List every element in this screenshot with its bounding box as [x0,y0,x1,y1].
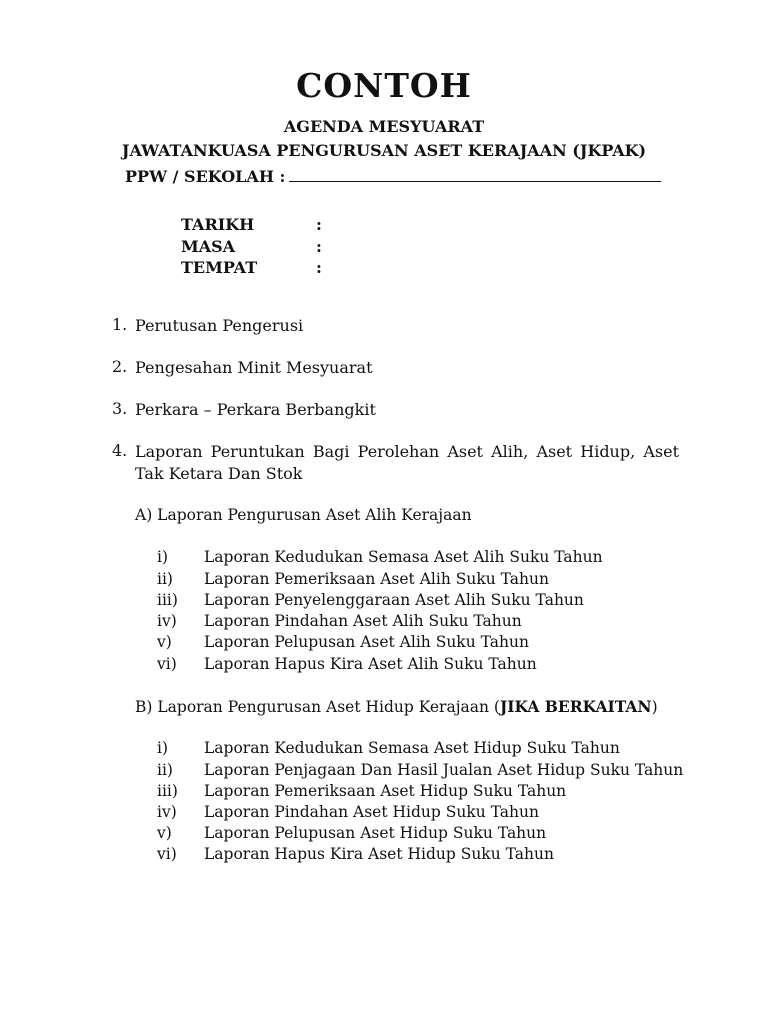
item-text: Laporan Hapus Kira Aset Alih Suku Tahun [204,655,537,673]
agenda-item-number: 4. [112,441,128,460]
meta-colon: : [316,215,322,234]
meta-row-date [181,215,322,234]
document-title: CONTOH [296,66,472,105]
meta-row-place [181,258,322,277]
item-number: i) [157,739,169,757]
agenda-item-text: Laporan Peruntukan Bagi Perolehan Aset Alih, Aset Hidup, Aset Tak Ketara Dan Stok [135,442,679,483]
item-text: Laporan Pindahan Aset Alih Suku Tahun [204,612,522,630]
agenda-item-number: 2. [112,357,128,376]
item-number: v) [157,824,172,842]
agenda-heading: AGENDA MESYUARAT [283,117,485,136]
item-number: iii) [157,782,178,800]
item-text: Laporan Hapus Kira Aset Hidup Suku Tahun [204,845,554,863]
agenda-item-text: Perkara – Perkara Berbangkit [135,400,376,419]
item-text: Laporan Penyelenggaraan Aset Alih Suku Tahun [204,591,584,609]
agenda-item-text: Pengesahan Minit Mesyuarat [135,358,373,377]
meta-colon: : [316,237,322,256]
item-number: v) [157,633,172,651]
ppw-school-field [125,167,661,186]
meta-row-time [181,237,322,256]
item-text: Laporan Pelupusan Aset Alih Suku Tahun [204,633,529,651]
agenda-item-text: Perutusan Pengerusi [135,316,304,335]
meta-label: TEMPAT [181,258,258,277]
item-text: Laporan Kedudukan Semasa Aset Hidup Suku Tahun [204,739,620,757]
meta-colon: : [316,258,322,277]
agenda-item-number: 3. [112,399,128,418]
section-b-heading-close: ) [651,698,658,716]
item-number: ii) [157,761,173,779]
section-a-heading: A) Laporan Pengurusan Aset Alih Kerajaan [135,506,472,524]
item-text: Laporan Pemeriksaan Aset Alih Suku Tahun [204,570,549,588]
item-number: iv) [157,612,177,630]
section-b-heading-emphasis: JIKA BERKAITAN [499,697,652,716]
item-text: Laporan Pemeriksaan Aset Hidup Suku Tahun [204,782,567,800]
item-number: iv) [157,803,177,821]
item-number: iii) [157,591,178,609]
section-b-heading-text: B) Laporan Pengurusan Aset Hidup Kerajaan ( [135,698,500,716]
committee-heading: JAWATANKUASA PENGURUSAN ASET KERAJAAN (JKPAK) [121,141,647,160]
meta-label: TARIKH [181,215,255,234]
item-text: Laporan Kedudukan Semasa Aset Alih Suku Tahun [204,548,603,566]
item-text: Laporan Pelupusan Aset Hidup Suku Tahun [204,824,547,842]
item-text: Laporan Pindahan Aset Hidup Suku Tahun [204,803,539,821]
item-number: vi) [157,655,177,673]
item-number: vi) [157,845,177,863]
ppw-school-blank-line [289,169,661,182]
item-number: ii) [157,570,173,588]
agenda-item-number: 1. [112,315,128,334]
item-number: i) [157,548,169,566]
meta-label: MASA [181,237,236,256]
ppw-school-label: PPW / SEKOLAH : [125,167,286,186]
item-text: Laporan Penjagaan Dan Hasil Jualan Aset Hidup Suku Tahun [204,761,684,779]
section-b-heading [135,697,658,716]
